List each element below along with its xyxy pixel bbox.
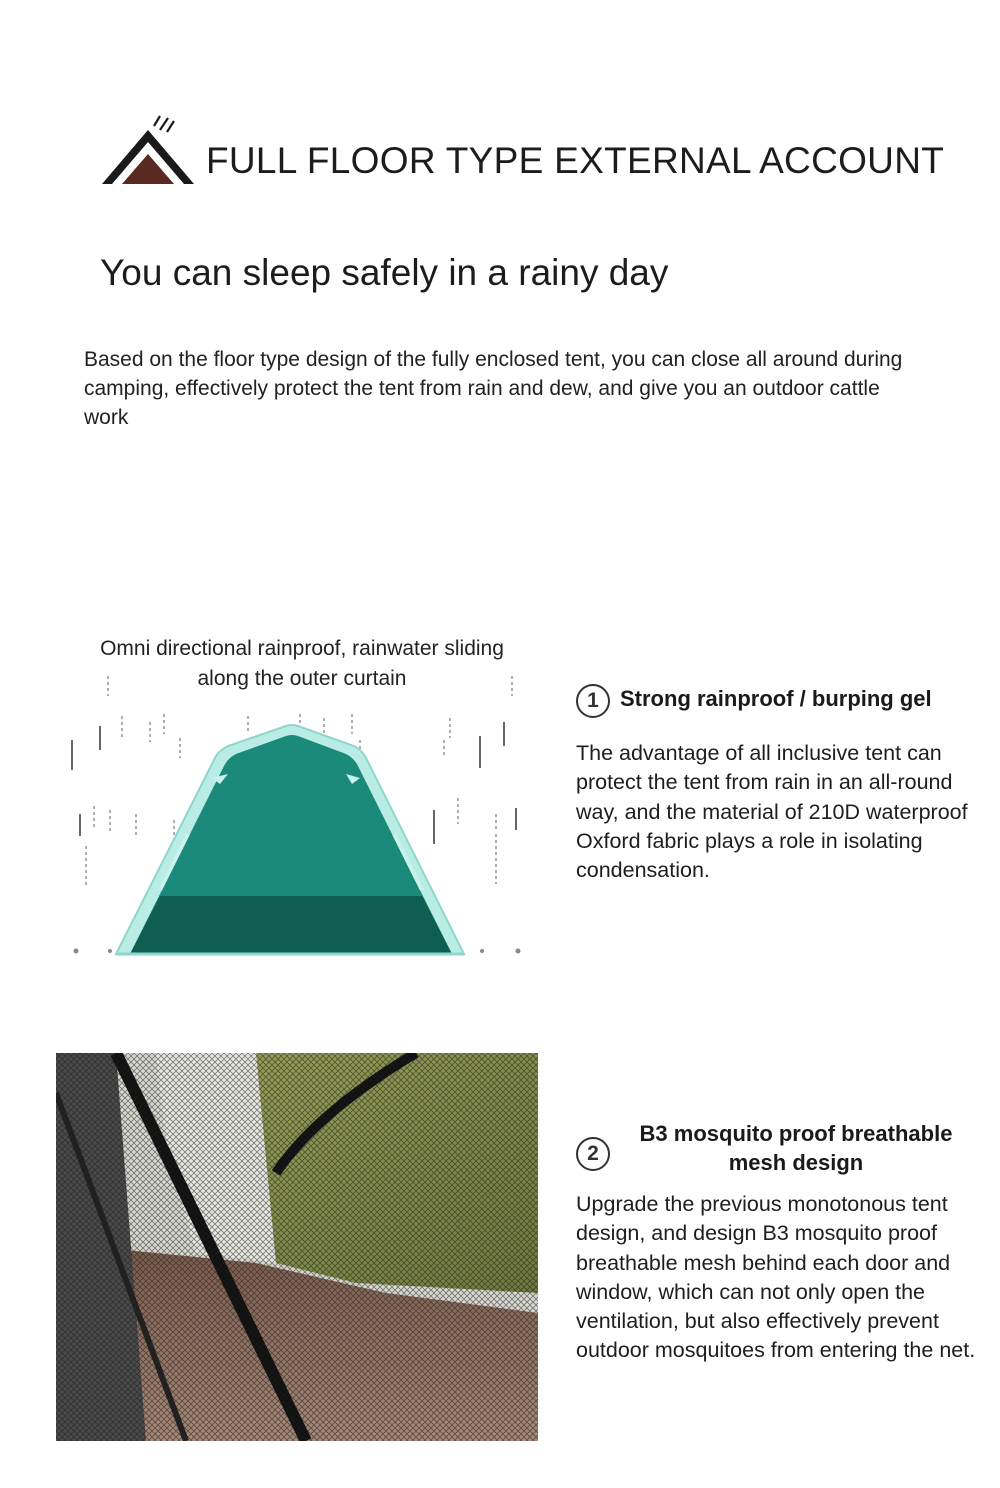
feature-title: Strong rainproof / burping gel xyxy=(620,686,932,711)
mesh-closeup-photo xyxy=(56,1053,538,1441)
section-subtitle: You can sleep safely in a rainy day xyxy=(100,252,669,293)
feature-description: Upgrade the previous monotonous tent design, and design B3 mosquito proof breathable mesh behind each door and window, which can not only open the ventilation, but also effectively prevent outdoor mosquitoes from entering the net. xyxy=(576,1192,976,1363)
feature-number-badge: 2 xyxy=(576,1137,610,1171)
feature-title: B3 mosquito proof breathable mesh design xyxy=(639,1121,953,1175)
page-heading: FULL FLOOR TYPE EXTERNAL ACCOUNT xyxy=(206,140,945,181)
tent-mountain-icon xyxy=(100,112,196,188)
intro-paragraph: Based on the floor type design of the fully enclosed tent, you can close all around during camping, effectively protect the tent from rain and dew, and give you an outdoor cattle work xyxy=(84,348,903,429)
illustration-caption: Omni directional rainproof, rainwater sliding along the outer curtain xyxy=(100,637,504,690)
feature-description: The advantage of all inclusive tent can protect the tent from rain in an all-round way, and the material of 210D waterproof Oxford fabric plays a role in isolating condensation. xyxy=(576,741,968,883)
feature-number-badge: 1 xyxy=(576,684,610,718)
